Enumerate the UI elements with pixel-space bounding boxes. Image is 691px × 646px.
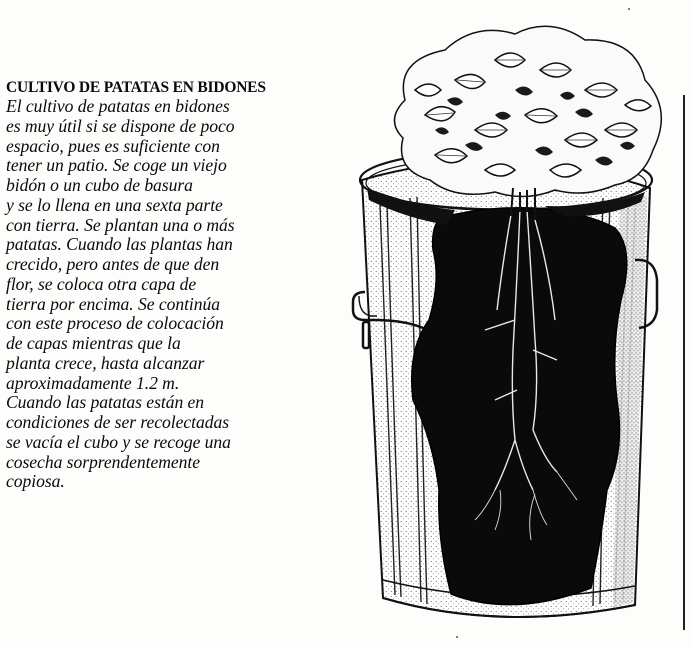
scan-speck xyxy=(628,8,630,10)
body-line: condiciones de ser recolectadas xyxy=(6,412,230,432)
body-line: flor, se coloca otra capa de xyxy=(6,273,197,294)
body-line: y se lo llena en una sexta parte xyxy=(6,194,223,215)
body-line: tierra por encima. Se continúa xyxy=(6,293,220,314)
body-line: Cuando las patatas están en xyxy=(6,392,205,413)
page-edge-rule xyxy=(683,95,685,630)
body-line: se vacía el cubo y se recoge una xyxy=(6,431,231,452)
body-line: copiosa. xyxy=(6,471,65,492)
body-line: cosecha sorprendentemente xyxy=(6,451,201,472)
body-line: espacio, pues es suficiente con xyxy=(6,135,220,156)
potato-bin-illustration-icon xyxy=(335,20,680,630)
body-line: bidón o un cubo de basura xyxy=(6,175,193,195)
article-heading: CULTIVO DE PATATAS EN BIDONES xyxy=(6,79,266,96)
body-line: con tierra. Se plantan una o más xyxy=(6,214,235,235)
scan-speck xyxy=(456,636,458,638)
body-line: es muy útil si se dispone de poco xyxy=(6,115,235,136)
body-line: crecido, pero antes de que den xyxy=(6,254,220,274)
article-text xyxy=(6,78,326,492)
body-line: tener un patio. Se coge un viejo xyxy=(6,155,227,176)
body-line: con este proceso de colocación xyxy=(6,313,224,334)
body-line: de capas mientras que la xyxy=(6,333,181,353)
article-body xyxy=(6,97,326,492)
body-line: patatas. Cuando las plantas han xyxy=(6,234,233,255)
body-line: planta crece, hasta alcanzar xyxy=(6,352,205,373)
body-line: aproximadamente 1.2 m. xyxy=(6,372,180,393)
body-line: El cultivo de patatas en bidones xyxy=(6,96,230,116)
